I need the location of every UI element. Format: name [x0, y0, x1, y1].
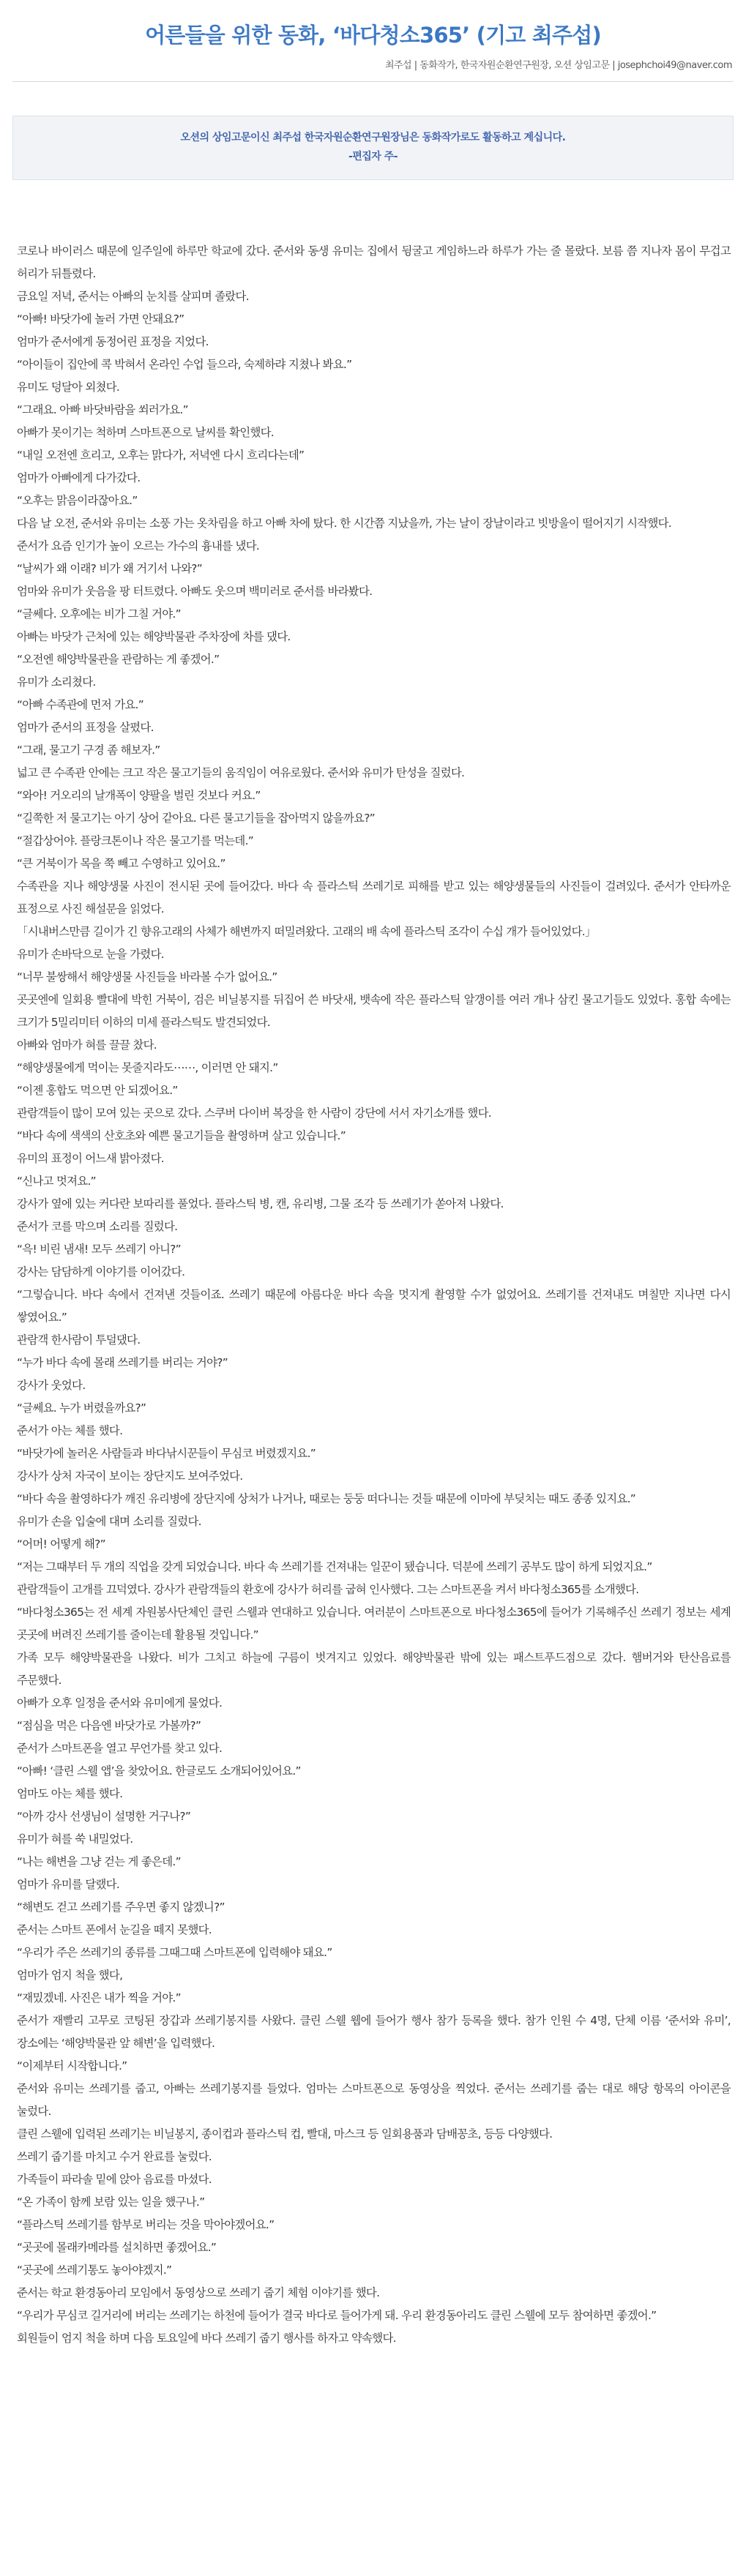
article-paragraph: 준서는 학교 환경동아리 모임에서 동영상으로 쓰레기 줍기 체험 이야기를 했다. [17, 2285, 380, 2299]
article-paragraph: “우리가 주은 쓰레기의 종류를 그때그때 스마트폰에 입력해야 돼요.” [17, 1945, 332, 1959]
article-paragraph: 엄마와 유미가 웃음을 팡 터트렸다. 아빠도 웃으며 백미러로 준서를 바라봤다. [17, 584, 373, 598]
article-paragraph: “어머! 어떻게 해?” [17, 1537, 105, 1551]
article-paragraph: “아까 강사 선생님이 설명한 거구나?” [17, 1809, 191, 1823]
article-paragraph: 쓰레기 줍기를 마치고 수거 완료를 눌렀다. [17, 2149, 212, 2163]
article-paragraph: 수족관을 지나 해양생물 사진이 전시된 곳에 들어갔다. 바다 속 플라스틱 쓰레기로 피해를 받고 있는 해양생물들의 사진들이 걸려있다. 준서가 안타까운 표정으로 사진 해설문을 읽었다. [17, 879, 731, 916]
article-paragraph: “나는 해변을 그냥 걷는 게 좋은데.” [17, 1854, 181, 1868]
header-divider [12, 81, 734, 82]
article-paragraph: 엄마가 유미를 달랬다. [17, 1877, 120, 1891]
article-paragraph: 곳곳엔에 일회용 빨대에 박힌 거북이, 검은 비닐봉지를 뒤집어 쓴 바닷새, 뱃속에 작은 플라스틱 알갱이를 여러 개나 삼킨 물고기들도 있었다. 홍합 속에는 크기가 5밀리미터 이하의 미세 플라스틱도 발견되었다. [17, 992, 731, 1029]
article-paragraph: 엄마가 준서에게 동정어린 표정을 지었다. [17, 334, 209, 348]
article-body [12, 240, 734, 2350]
article-paragraph: 엄마가 엄지 척을 했다, [17, 1968, 123, 1982]
article-paragraph: 관람객들이 많이 모여 있는 곳으로 갔다. 스쿠버 다이버 복장을 한 사람이 강단에 서서 자기소개를 했다. [17, 1106, 491, 1120]
article-paragraph: 유미도 덩달아 외쳤다. [17, 380, 120, 394]
article-paragraph: “저는 그때부터 두 개의 직업을 갖게 되었습니다. 바다 속 쓰레기를 건져내는 일꾼이 됐습니다. 덕분에 쓰레기 공부도 많이 하게 되었지요.” [17, 1560, 652, 1573]
article-container [12, 0, 734, 2350]
article-paragraph: 준서가 요즘 인기가 높이 오르는 가수의 흉내를 냈다. [17, 539, 260, 553]
article-paragraph: 넓고 큰 수족관 안에는 크고 작은 물고기들의 움직임이 여유로웠다. 준서와 유미가 탄성을 질렀다. [17, 765, 465, 779]
article-paragraph: “오전엔 해양박물관을 관람하는 게 좋겠어.” [17, 652, 220, 666]
article-paragraph: “너무 불쌍해서 해양생물 사진들을 바라볼 수가 없어요.” [17, 970, 277, 984]
article-paragraph: “아빠! ‘클린 스웰 앱’을 찾았어요. 한글로도 소개되어있어요.” [17, 1764, 301, 1778]
article-paragraph: “오후는 맑음이라잖아요.” [17, 493, 138, 507]
article-paragraph: “이제부터 시작합니다.” [17, 2059, 127, 2073]
article-paragraph: “재밌겠네. 사진은 내가 찍을 거야.” [17, 1991, 181, 2004]
article-paragraph: “곳곳에 쓰레기통도 놓아야겠지.” [17, 2263, 172, 2277]
article-paragraph: “아빠! 바닷가에 놀러 가면 안돼요?” [17, 312, 184, 326]
article-paragraph: 다음 날 오전, 준서와 유미는 소풍 가는 옷차림을 하고 아빠 차에 탔다. 한 시간쯤 지났을까, 가는 날이 장날이라고 빗방울이 떨어지기 시작했다. [17, 516, 671, 530]
article-paragraph: 아빠가 오후 일정을 준서와 유미에게 물었다. [17, 1696, 223, 1710]
article-paragraph: “해변도 걷고 쓰레기를 주우면 좋지 않겠니?” [17, 1900, 225, 1914]
editor-note-box [12, 116, 734, 180]
article-paragraph: “이젠 홍합도 먹으면 안 되겠어요.” [17, 1083, 178, 1097]
article-paragraph: 강사가 웃었다. [17, 1378, 86, 1392]
editor-note-signature: -편집자 주- [348, 150, 398, 162]
editor-note-text: 오션의 상임고문이신 최주섭 한국자원순환연구원장님은 동화작가로도 활동하고 계십니다. [180, 131, 566, 143]
article-paragraph: “플라스틱 쓰레기를 함부로 버리는 것을 막아야겠어요.” [17, 2217, 275, 2231]
article-paragraph: “바다청소365는 전 세계 자원봉사단체인 클린 스웰과 연대하고 있습니다. 여러분이 스마트폰으로 바다청소365에 들어가 기록해주신 쓰레기 정보는 세계 곳곳에 버려진 쓰레기를 줄이는데 활용될 것입니다.” [17, 1605, 731, 1641]
article-paragraph: “절갑상어야. 플랑크톤이나 작은 물고기를 먹는데.” [17, 834, 254, 847]
article-paragraph: 가족들이 파라솔 밑에 앉아 음료를 마셨다. [17, 2172, 212, 2186]
article-paragraph: 유미가 손을 입술에 대며 소리를 질렀다. [17, 1514, 201, 1528]
article-paragraph: “내일 오전엔 흐리고, 오후는 맑다가, 저녁엔 다시 흐리다는데” [17, 448, 305, 462]
article-paragraph: 코로나 바이러스 때문에 일주일에 하루만 학교에 갔다. 준서와 동생 유미는 집에서 뒹굴고 게임하느라 하루가 가는 줄 몰랐다. 보름 쯤 지나자 몸이 무겁고 허리가 뒤틀렸다. [17, 244, 731, 280]
article-paragraph: 엄마가 아빠에게 다가갔다. [17, 471, 141, 484]
article-title: 어른들을 위한 동화, ‘바다청소365’ (기고 최주섭) [145, 23, 601, 48]
article-paragraph: 엄마가 준서의 표정을 살폈다. [17, 720, 154, 734]
article-paragraph: “신나고 멋져요.” [17, 1174, 96, 1188]
article-paragraph: “그래요. 아빠 바닷바람을 쐬러가요.” [17, 402, 188, 416]
article-paragraph: 「시내버스만큼 길이가 긴 향유고래의 사체가 해변까지 떠밀려왔다. 고래의 배 속에 플라스틱 조각이 수십 개가 들어있었다.」 [17, 924, 596, 938]
article-paragraph: 아빠와 엄마가 혀를 끌끌 찼다. [17, 1038, 157, 1052]
article-paragraph: 준서가 코를 막으며 소리를 질렀다. [17, 1219, 178, 1233]
article-paragraph: 유미가 혀를 쑥 내밀었다. [17, 1832, 133, 1846]
article-paragraph: 준서가 스마트폰을 열고 무언가를 찾고 있다. [17, 1741, 223, 1755]
article-paragraph: “누가 바다 속에 몰래 쓰레기를 버리는 거야?” [17, 1355, 228, 1369]
article-paragraph: 유미의 표정이 어느새 밝아졌다. [17, 1151, 164, 1165]
article-paragraph: “바닷가에 놀러온 사람들과 바다낚시꾼들이 무심코 버렸겠지요.” [17, 1446, 316, 1460]
article-paragraph: “아빠 수족관에 먼저 가요.” [17, 697, 143, 711]
article-paragraph: “바다 속에 색색의 산호초와 예쁜 물고기들을 촬영하며 살고 있습니다.” [17, 1128, 346, 1142]
article-paragraph: “해양생물에게 먹이는 못줄지라도⋯⋯, 이러면 안 돼지.” [17, 1060, 278, 1074]
author-byline: 최주섭 | 동화작가, 한국자원순환연구원장, 오션 상임고문 | josephchoi49@naver.com [384, 59, 732, 71]
article-paragraph: “글쎄다. 오후에는 비가 그칠 거야.” [17, 607, 181, 621]
article-paragraph: “글쎄요. 누가 버렸을까요?” [17, 1401, 146, 1415]
article-paragraph: 클린 스웰에 입력된 쓰레기는 비닐봉지, 종이컵과 플라스틱 컵, 빨대, 마스크 등 일회용품과 담배꽁초, 등등 다양했다. [17, 2127, 553, 2141]
article-paragraph: “아이들이 집안에 콕 박혀서 온라인 수업 들으라, 숙제하랴 지쳤나 봐요.” [17, 357, 352, 371]
article-paragraph: “바다 속을 촬영하다가 깨진 유리병에 장단지에 상처가 나거나, 때로는 둥둥 떠다니는 것들 때문에 이마에 부딪치는 때도 종종 있지요.” [17, 1491, 636, 1505]
article-paragraph: “그래, 물고기 구경 좀 해보자.” [17, 743, 160, 757]
article-paragraph: 가족 모두 해양박물관을 나왔다. 비가 그치고 하늘에 구름이 벗겨지고 있었다. 해양박물관 밖에 있는 패스트푸드점으로 갔다. 햄버거와 탄산음료를 주문했다. [17, 1650, 731, 1687]
article-paragraph: 아빠가 못이기는 척하며 스마트폰으로 날씨를 확인했다. [17, 425, 275, 439]
article-paragraph: 준서는 스마트 폰에서 눈길을 떼지 못했다. [17, 1922, 212, 1936]
article-paragraph: “우리가 무심코 길거리에 버리는 쓰레기는 하천에 들어가 결국 바다로 들어가게 돼. 우리 환경동아리도 클린 스웰에 모두 참여하면 좋겠어.” [17, 2308, 657, 2322]
article-paragraph: 준서와 유미는 쓰레기를 줍고, 아빠는 쓰레기봉지를 들었다. 엄마는 스마트폰으로 동영상을 찍었다. 준서는 쓰레기를 줍는 대로 해당 항목의 아이콘을 눌렀다. [17, 2081, 731, 2118]
article-paragraph: 강사는 담담하게 이야기를 이어갔다. [17, 1265, 185, 1278]
article-paragraph: 관람객들이 고개를 끄덕였다. 강사가 관람객들의 환호에 강사가 허리를 굽혀 인사했다. 그는 스마트폰을 켜서 바다청소365를 소개했다. [17, 1582, 639, 1596]
article-paragraph: “곳곳에 몰래카메라를 설치하면 좋겠어요.” [17, 2240, 217, 2254]
article-paragraph: “날씨가 왜 이래? 비가 왜 거기서 나와?” [17, 561, 202, 575]
article-paragraph: “윽! 비린 냄새! 모두 쓰레기 아니?” [17, 1242, 181, 1256]
article-paragraph: 준서가 아는 체를 했다. [17, 1423, 123, 1437]
article-paragraph: 유미가 손바닥으로 눈을 가렸다. [17, 947, 164, 961]
article-paragraph: 금요일 저녁, 준서는 아빠의 눈치를 살피며 졸랐다. [17, 289, 249, 303]
article-paragraph: “그렇습니다. 바다 속에서 건져낸 것들이죠. 쓰레기 때문에 아름다운 바다 속을 멋지게 촬영할 수가 없었어요. 쓰레기를 건져내도 며칠만 지나면 다시 쌓였어요.” [17, 1287, 731, 1324]
article-paragraph: 회원들이 엄지 척을 하며 다음 토요일에 바다 쓰레기 줍기 행사를 하자고 약속했다. [17, 2331, 396, 2345]
article-paragraph: “길쭉한 저 물고기는 아기 상어 같아요. 다른 물고기들을 잡아먹지 않을까요?” [17, 811, 375, 825]
article-paragraph: 유미가 소리쳤다. [17, 675, 96, 689]
article-paragraph: 엄마도 아는 체를 했다. [17, 1786, 123, 1800]
article-paragraph: 강사가 상처 자국이 보이는 장단지도 보여주었다. [17, 1469, 243, 1483]
article-paragraph: “온 가족이 함께 보람 있는 일을 했구나.” [17, 2195, 205, 2209]
article-paragraph: 강사가 옆에 있는 커다란 보따리를 풀었다. 플라스틱 병, 캔, 유리병, 그물 조각 등 쓰레기가 쏟아져 나왔다. [17, 1197, 504, 1210]
article-paragraph: “점심을 먹은 다음엔 바닷가로 가볼까?” [17, 1718, 201, 1732]
article-paragraph: 아빠는 바닷가 근처에 있는 해양박물관 주차장에 차를 댔다. [17, 629, 291, 643]
article-paragraph: 준서가 재빨리 고무로 코팅된 장갑과 쓰레기봉지를 사왔다. 클린 스웰 웹에 들어가 행사 참가 등록을 했다. 참가 인원 수 4명, 단체 이름 ‘준서와 유미’, 장소에는 ‘해양박물관 앞 해변’을 입력했다. [17, 2013, 731, 2050]
article-paragraph: “큰 거북이가 목을 쭉 빼고 수영하고 있어요.” [17, 856, 225, 870]
article-paragraph: “와아! 거오리의 날개폭이 양팔을 벌린 것보다 커요.” [17, 788, 261, 802]
article-paragraph: 관람객 한사람이 투덜댔다. [17, 1333, 141, 1347]
